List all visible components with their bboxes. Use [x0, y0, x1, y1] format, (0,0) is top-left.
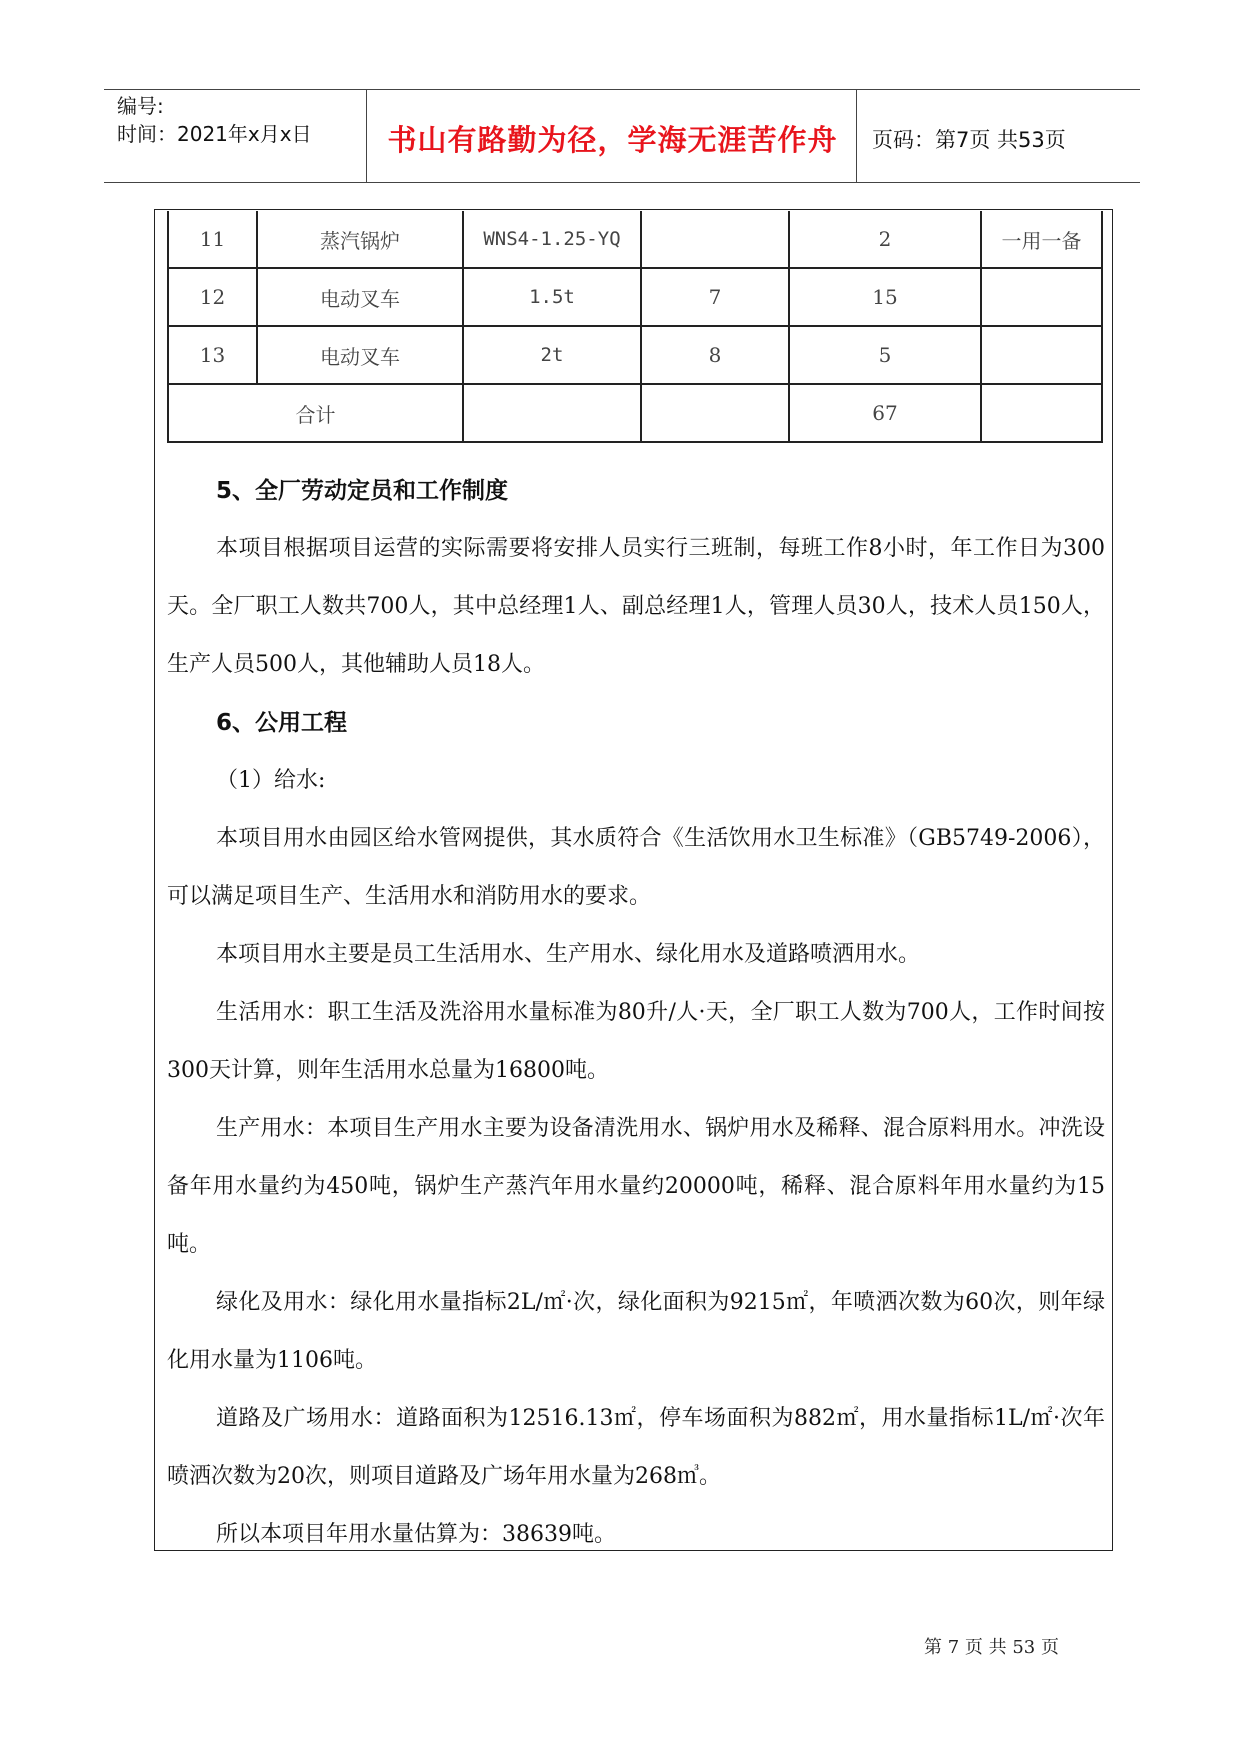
table-cell: 11 — [168, 211, 257, 268]
header-divider-left — [366, 90, 367, 183]
header-time-label: 时间：2021年x月x日 — [117, 122, 312, 146]
table-cell: 15 — [789, 268, 981, 326]
table-row — [168, 211, 1102, 268]
paragraph-greening-water: 绿化及用水：绿化用水量指标2L/㎡·次，绿化面积为9215㎡，年喷洒次数为60次，则年绿化用水量为1106吨。 — [167, 1290, 1105, 1373]
table-cell: 12 — [168, 268, 257, 326]
equipment-table — [167, 211, 1103, 443]
paragraph-water-source: 本项目用水由园区给水管网提供，其水质符合《生活饮用水卫生标准》（GB5749-2006），可以满足项目生产、生活用水和消防用水的要求。 — [167, 826, 1105, 909]
section-heading-6: 6、公用工程 — [216, 710, 348, 736]
header-number-label: 编号: — [117, 94, 164, 118]
table-cell: 13 — [168, 326, 257, 384]
document-body — [167, 462, 1105, 1564]
table-cell — [981, 384, 1102, 442]
header-meta — [117, 92, 312, 148]
table-cell: WNS4-1.25-YQ — [463, 211, 641, 268]
footer-page-number: 第 7 页 共 53 页 — [924, 1637, 1059, 1658]
table-total-row — [168, 384, 1102, 442]
table-cell: 蒸汽锅炉 — [257, 211, 463, 268]
header-motto: 书山有路勤为径，学海无涯苦作舟 — [387, 123, 838, 157]
table-cell: 5 — [789, 326, 981, 384]
table-total-label: 合计 — [168, 384, 463, 442]
table-cell — [463, 384, 641, 442]
table-cell: 2t — [463, 326, 641, 384]
table-cell: 1.5t — [463, 268, 641, 326]
table-row — [168, 268, 1102, 326]
header-divider-right — [856, 90, 857, 183]
table-cell — [641, 211, 789, 268]
paragraph-staffing: 本项目根据项目运营的实际需要将安排人员实行三班制，每班工作8小时，年工作日为300天。全厂职工人数共700人，其中总经理1人、副总经理1人，管理人员30人，技术人员150人，生产人员500人，其他辅助人员18人。 — [167, 536, 1105, 677]
paragraph-domestic-water: 生活用水：职工生活及洗浴用水量标准为80升/人·天，全厂职工人数为700人，工作时间按300天计算，则年生活用水总量为16800吨。 — [167, 1000, 1105, 1083]
paragraph-water-uses: 本项目用水主要是员工生活用水、生产用水、绿化用水及道路喷洒用水。 — [216, 942, 921, 967]
table-cell — [981, 268, 1102, 326]
section-heading-5: 5、全厂劳动定员和工作制度 — [216, 478, 509, 504]
subheading-water-supply: （1）给水: — [216, 768, 326, 793]
table-cell — [641, 384, 789, 442]
table-cell: 电动叉车 — [257, 326, 463, 384]
paragraph-production-water: 生产用水：本项目生产用水主要为设备清洗用水、锅炉用水及稀释、混合原料用水。冲洗设备年用水量约为450吨，锅炉生产蒸汽年用水量约20000吨，稀释、混合原料年用水量约为15吨。 — [167, 1116, 1105, 1257]
header-top-rule — [104, 89, 1140, 90]
table-cell: 一用一备 — [981, 211, 1102, 268]
header-bottom-rule — [104, 182, 1140, 183]
paragraph-total-water: 所以本项目年用水量估算为：38639吨。 — [216, 1522, 616, 1547]
table-cell: 2 — [789, 211, 981, 268]
table-total-value: 67 — [789, 384, 981, 442]
table-cell: 8 — [641, 326, 789, 384]
table-row — [168, 326, 1102, 384]
paragraph-road-water: 道路及广场用水：道路面积为12516.13㎡，停车场面积为882㎡，用水量指标1L/㎡·次年喷洒次数为20次，则项目道路及广场年用水量为268㎥。 — [167, 1406, 1105, 1489]
table-cell: 7 — [641, 268, 789, 326]
header-page-label: 页码：第7页 共53页 — [872, 128, 1066, 152]
table-cell — [981, 326, 1102, 384]
table-cell: 电动叉车 — [257, 268, 463, 326]
